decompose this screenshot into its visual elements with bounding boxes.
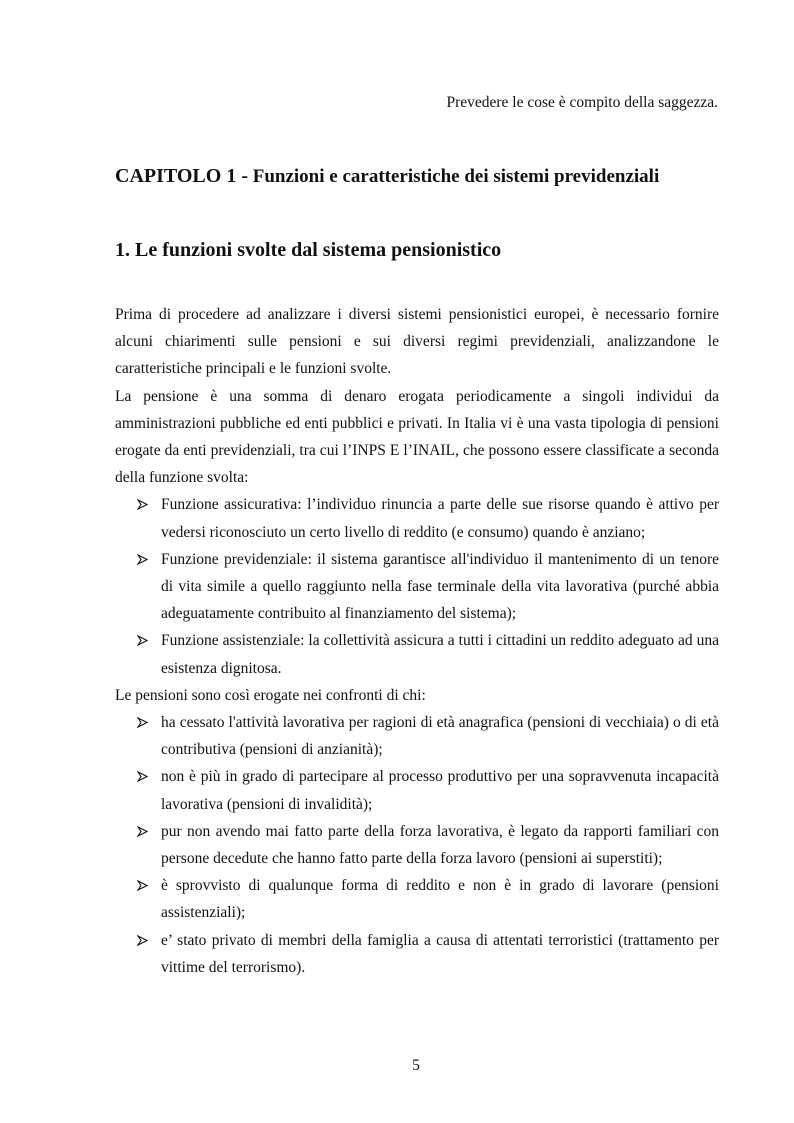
section-title: 1. Le funzioni svolte dal sistema pensionistico [115, 239, 502, 261]
intro-paragraph: Prima di procedere ad analizzare i diversi sistemi pensionistici europei, è necessario fornire alcuni chiarimenti sulle pensioni e sui diversi regimi previdenziali, analizzandone le caratteristiche principali e le funzioni svolte. [115, 306, 719, 378]
list-item [115, 763, 719, 817]
list-item [115, 872, 719, 926]
list-item-text: Funzione previdenziale: il sistema garantisce all'individuo il mantenimento di un tenore di vita simile a quello raggiunto nella fase terminale della vita lavorativa (purché abbia adeguatamente contribuito al finanziamento del sistema); [161, 550, 719, 623]
list-item [115, 709, 719, 763]
list-item-text: Funzione assistenziale: la collettività assicura a tutti i cittadini un reddito adeguato ad una esistenza dignitosa. [161, 632, 719, 677]
arrowhead-bullet-icon [137, 927, 151, 954]
chapter-number: CAPITOLO 1 - [115, 165, 248, 187]
arrowhead-bullet-icon [137, 763, 151, 790]
arrowhead-bullet-icon [137, 627, 151, 654]
functions-list [115, 491, 719, 681]
arrowhead-bullet-icon [137, 872, 151, 899]
definition-paragraph: La pensione è una somma di denaro erogata periodicamente a singoli individui da amministrazioni pubbliche ed enti pubblici e privati. In Italia vi è una vasta tipologia di pensioni erogate da enti previdenziali, tra cui l’INPS E l’INAIL, che possono essere classificate a seconda della funzione svolta: [115, 387, 719, 487]
arrowhead-bullet-icon [137, 491, 151, 518]
chapter-heading [115, 163, 735, 190]
list-item [115, 491, 719, 545]
list-item-text: e’ stato privato di membri della famiglia a causa di attentati terroristici (trattamento per vittime del terrorismo). [161, 931, 719, 976]
list-item [115, 818, 719, 872]
arrowhead-bullet-icon [137, 546, 151, 573]
list-item-text: è sprovvisto di qualunque forma di reddito e non è in grado di lavorare (pensioni assistenziali); [161, 877, 719, 922]
list-item-text: non è più in grado di partecipare al processo produttivo per una sopravvenuta incapacità lavorativa (pensioni di invalidità); [161, 768, 719, 813]
page-number: 5 [412, 1057, 420, 1074]
chapter-title: Funzioni e caratteristiche dei sistemi previdenziali [252, 166, 660, 187]
list-item [115, 627, 719, 681]
recipients-intro-paragraph: Le pensioni sono così erogate nei confronti di chi: [115, 686, 426, 704]
body-text [115, 301, 719, 981]
recipients-list [115, 709, 719, 981]
epigraph: Prevedere le cose è compito della saggezza. [446, 94, 718, 111]
arrowhead-bullet-icon [137, 709, 151, 736]
arrowhead-bullet-icon [137, 818, 151, 845]
list-item-text: Funzione assicurativa: l’individuo rinuncia a parte delle sue risorse quando è attivo per vedersi riconosciuto un certo livello di reddito (e consumo) quando è anziano; [161, 496, 719, 541]
list-item [115, 927, 719, 981]
list-item-text: pur non avendo mai fatto parte della forza lavorativa, è legato da rapporti familiari con persone decedute che hanno fatto parte della forza lavoro (pensioni ai superstiti); [161, 822, 719, 868]
list-item [115, 546, 719, 628]
list-item-text: ha cessato l'attività lavorativa per ragioni di età anagrafica (pensioni di vecchiaia) o di età contributiva (pensioni di anzianità); [161, 714, 719, 759]
